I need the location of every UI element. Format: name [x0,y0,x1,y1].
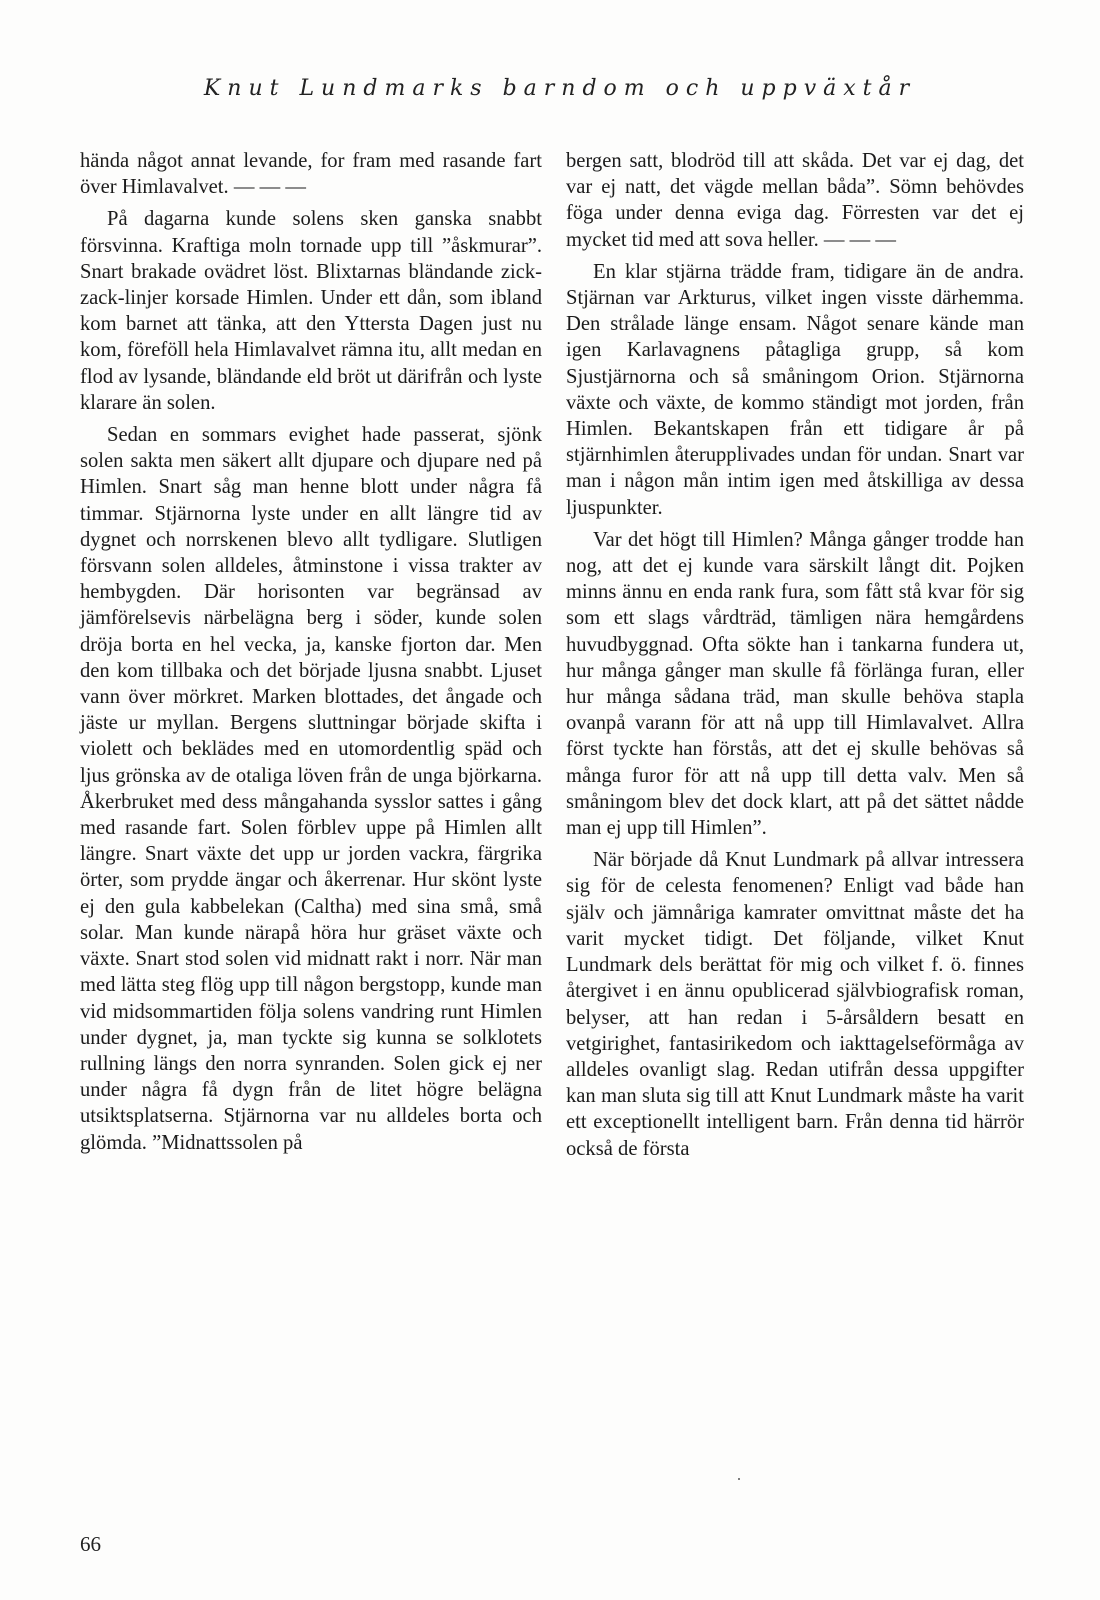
paragraph: När började då Knut Lundmark på allvar intressera sig för de celesta fenomenen? Enligt vad både han själv och jämnåriga kamrater omvittnat måste det ha varit mycket tidigt. Det följande, vilket Knut Lundmark dels berättat för mig och vilket f. ö. finnes återgivet i en ännu opublicerad självbiografisk roman, belyser, att han redan i 5-årsåldern besatt en vetgirighet, fantasirikedom och iakttagelseförmåga av alldeles ovanligt slag. Redan utifrån dessa uppgifter kan man sluta sig till att Knut Lundmark måste ha varit ett exceptionellt intelligent barn. Från denna tid härrör också de första [566,849,1024,1160]
paragraph: hända något annat levande, for fram med rasande fart över Himlavalvet. — — — [80,150,542,199]
left-text-column [80,148,542,1162]
paragraph: En klar stjärna trädde fram, tidigare än de andra. Stjärnan var Arkturus, vilket ingen visste därhemma. Den strålade länge ensam. Något senare kände man igen Karlavagnens påtagliga grupp, så kom Sjustjärnorna och så småningom Orion. Stjärnorna växte och växte, de kommo ständigt mot jorden, från Himlen. Bekantskapen från ett tidigare år på stjärnhimlen återupplivades undan för undan. Snart var man i någon mån intim igen med åtskilliga av dessa ljuspunkter. [566,260,1024,519]
paragraph: bergen satt, blodröd till att skåda. Det var ej dag, det var ej natt, det vägde mellan båda”. Sömn behövdes föga under denna eviga dag. Förresten var det ej mycket tid med att sova heller. — — — [566,150,1024,251]
running-head-title: Knut Lundmarks barndom och uppväxtår [203,76,917,101]
print-speck [738,1478,740,1480]
paragraph: Sedan en sommars evighet hade passerat, sjönk solen sakta men säkert allt djupare och djupare ned på Himlen. Snart såg man henne blott under några få timmar. Stjärnorna lyste under en allt längre tid av dygnet och norrskenen blevo allt tydligare. Slutligen försvann solen alldeles, åtminstone i vissa trakter av hembygden. Där horisonten var begränsad av jämförelsevis närbelägna berg i söder, kunde solen dröja borta en hel vecka, ja, kanske fjorton dar. Men den kom tillbaka och det började ljusna snabbt. Ljuset vann över mörkret. Marken blottades, det ångade och jäste ur myllan. Bergens sluttningar började skifta i violett och beklädes med en utomordentlig späd och ljus grönska av de otaliga löven från de unga björkarna. Åkerbruket med dess mångahanda sysslor sattes i gång med rasande fart. Solen förblev uppe på Himlen allt längre. Snart växte det upp ur jorden vackra, färgrika örter, som prydde ängar och åkerrenar. Hur skönt lyste ej den gula kabbelekan (Caltha) med sina små, små solar. Man kunde närapå höra hur gräset växte och växte. Snart stod solen vid midnatt rakt i norr. När man med lätta steg flög upp till någon bergstopp, kunde man vid midsommartiden följa solens vandring runt Himlen under dygnet, ja, man tyckte sig kunna se solklotets rullning längs den norra synranden. Solen gick ej ner under några få dygn från de litet högre belägna utsiktsplatserna. Stjärnorna var nu alldeles borta och glömda. ”Midnattssolen på [80,424,542,1154]
page-number: 66 [80,1532,101,1556]
paragraph: Var det högt till Himlen? Många gånger trodde han nog, att det ej kunde vara särskilt långt dit. Pojken minns ännu en enda rank fura, som fått stå kvar för sig som ett slags vårdträd, tämligen nära hemgårdens huvudbyggnad. Ofta sökte han i tankarna fundera ut, hur många gånger man skulle få förlänga furan, eller hur många sådana träd, man skulle behöva stapla ovanpå varann för att nå upp till Himlavalvet. Allra först tyckte han förstås, att det ej skulle behövas så många furor för att nå upp till detta valv. Men så småningom blev det dock klart, att på det sättet nådde man ej upp till Himlen”. [566,528,1024,840]
paragraph: På dagarna kunde solens sken ganska snabbt försvinna. Kraftiga moln tornade upp till ”åskmurar”. Snart brakade ovädret löst. Blixtarnas bländande zick-zack-linjer korsade Himlen. Under ett dån, som ibland kom barnet att tänka, att den Yttersta Dagen just nu kom, föreföll hela Himlavalvet rämna itu, allt medan en flod av lysande, bländande eld bröt ut därifrån och lyste klarare än solen. [80,208,542,414]
right-text-column [566,148,1024,1168]
